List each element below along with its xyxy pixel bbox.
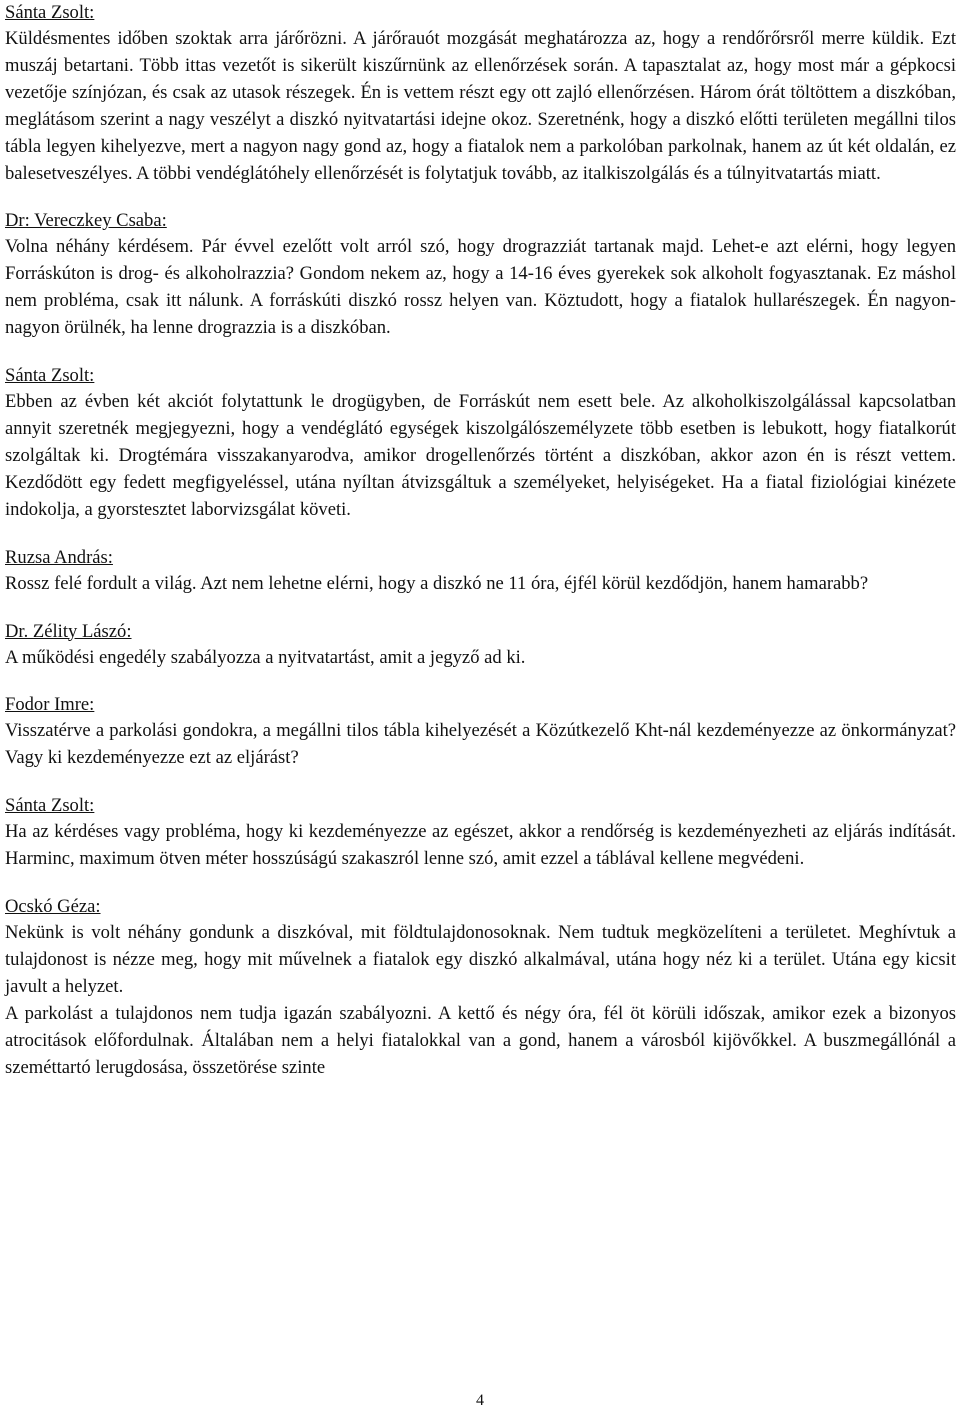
speech-paragraph: Küldésmentes időben szoktak arra járőrözni. A járőrauót mozgását meghatározza az, hogy a rendőrőrsről merre küldik. Ezt muszáj betartani. Több ittas vezetőt is sikerült kiszűrnünk az ellenőrzések során. A tapasztalat az, hogy most már a gépkocsi vezetője színjózan, és csak az utasok részegek. Én is vettem részt egy ott zajló ellenőrzésen. Három órát töltöttem a diszkóban, meglátásom szerint a nagy veszélyt a diszkó nyitvatartási idejne okoz. Szeretnénk, hogy a diszkó előtti területen megállni tilos tábla legyen kihelyezve, mert a nagyon nagy gond az, hogy a fiatalok nem a parkolóban parkolnak, hanem az út két oldalán, ez balesetveszélyes. A többi vendéglátóhely ellenőrzését is folytatjuk tovább, az italkiszolgálás és a túlnyitvatartás miatt. bbox=[5, 28, 956, 184]
speaker-name: Dr. Zélity Lászó: bbox=[5, 620, 132, 642]
speaker-name: Dr: Vereczkey Csaba: bbox=[5, 210, 167, 232]
paragraph-gap bbox=[5, 772, 956, 793]
paragraph-gap bbox=[5, 671, 956, 692]
speech-section bbox=[5, 894, 956, 1081]
paragraph-gap bbox=[5, 598, 956, 619]
speech-section bbox=[5, 208, 956, 342]
speaker-name: Ocskó Géza: bbox=[5, 896, 101, 918]
speech-section bbox=[5, 692, 956, 772]
speech-paragraph: Rossz felé fordult a világ. Azt nem lehetne elérni, hogy a diszkó ne 11 óra, éjfél körül kezdődjön, hanem hamarabb? bbox=[5, 572, 869, 594]
paragraph-gap bbox=[5, 873, 956, 894]
speech-paragraph: Volna néhány kérdésem. Pár évvel ezelőtt volt arról szó, hogy drograzziát tartanak majd. Lehet-e azt elérni, hogy legyen Forráskúton is drog- és alkoholrazzia? Gondom nekem az, hogy a 14-16 éves gyerekek sok alkoholt fogyasztanak. Ez máshol nem probléma, csak itt nálunk. A forráskúti diszkó rossz helyen van. Köztudott, hogy a fiatalok hullarészegek. Én nagyon-nagyon örülnék, ha lenne drograzzia is a diszkóban. bbox=[5, 236, 956, 339]
speech-section bbox=[5, 545, 956, 598]
speech-section bbox=[5, 0, 956, 187]
speech-section bbox=[5, 619, 956, 672]
document-page bbox=[5, 0, 956, 1081]
paragraph-gap bbox=[5, 342, 956, 363]
speech-paragraph: Nekünk is volt néhány gondunk a diszkóval, mit földtulajdonosoknak. Nem tudtuk megközelíteni a területet. Meghívtuk a tulajdonost is nézze meg, hogy mit művelnek a fiatalok egy diszkó alkalmával, utána hogy néz ki a terület. Utána egy kicsit javult a helyzet. bbox=[5, 922, 956, 997]
paragraph-gap bbox=[5, 187, 956, 208]
speaker-name: Ruzsa András: bbox=[5, 546, 113, 568]
page-number: 4 bbox=[476, 1392, 484, 1409]
speaker-name: Fodor Imre: bbox=[5, 694, 95, 716]
speech-paragraph: Visszatérve a parkolási gondokra, a megállni tilos tábla kihelyezését a Közútkezelő Kht-nál kezdeményezze az önkormányzat? Vagy ki kezdeményezze ezt az eljárást? bbox=[5, 720, 956, 769]
speech-paragraph: A parkolást a tulajdonos nem tudja igazán szabályozni. A kettő és négy óra, fél öt körüli időszak, amikor ezek a bizonyos atrocitások előfordulnak. Általában nem a helyi fiatalokkal van a gond, hanem a városból kijövőkkel. A buszmegállónál a szeméttartó lerugdosása, összetörése szinte bbox=[5, 1002, 956, 1078]
paragraph-gap bbox=[5, 524, 956, 545]
speech-section bbox=[5, 793, 956, 873]
speaker-name: Sánta Zsolt: bbox=[5, 365, 95, 387]
speech-paragraph: A működési engedély szabályozza a nyitvatartást, amit a jegyző ad ki. bbox=[5, 646, 526, 668]
speech-section bbox=[5, 363, 956, 524]
speaker-name: Sánta Zsolt: bbox=[5, 2, 95, 23]
speech-paragraph: Ebben az évben két akciót folytattunk le drogügyben, de Forráskút nem esett bele. Az alkoholkiszolgálással kapcsolatban annyit szeretnék megjegyezni, hogy a vendéglátó egységek kiszolgálószemélyzete több esetben is lebukott, hogy fiatalkorút szolgáltak ki. Drogtémára visszakanyarodva, amikor drogellenőrzés történt a diszkóban, akkor azon én is részt vettem. Kezdődött egy fedett megfigyeléssel, utána nyíltan átvizsgáltuk a személyeket, helyiségeket. Ha a fiatal fiziológiai kinézete indokolja, a gyorstesztet laborvizsgálat követi. bbox=[5, 391, 956, 520]
speech-paragraph: Ha az kérdéses vagy probléma, hogy ki kezdeményezze az egészet, akkor a rendőrség is kezdeményezheti az eljárás indítását. Harminc, maximum ötven méter hosszúságú szakaszról lenne szó, amit ezzel a táblával kellene megvédeni. bbox=[5, 821, 956, 870]
speaker-name: Sánta Zsolt: bbox=[5, 795, 95, 817]
